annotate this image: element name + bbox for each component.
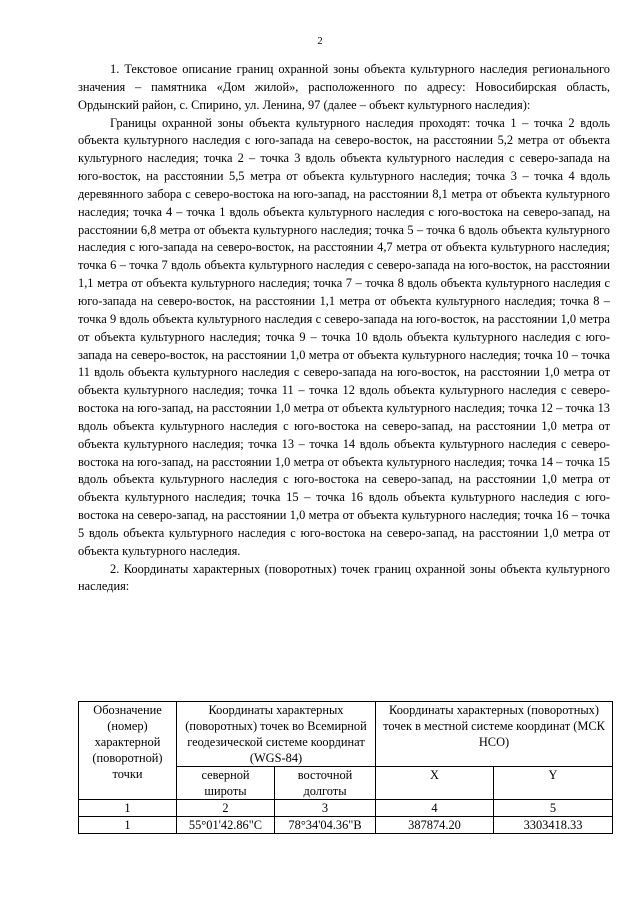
cell-point-number: 1 [79, 817, 177, 834]
column-number: 4 [376, 800, 494, 817]
paragraph-boundary-description-intro: 1. Текстовое описание границ охранной зоны объекта культурного наследия регионального значения – памятника «Дом жилой», расположенного по адресу: Новосибирская область, Ордынский район, с. Спирино, ул. Ленина, 97 (далее – объект культурного наследия): [78, 62, 610, 112]
coordinates-table-container [78, 701, 612, 834]
column-number: 1 [79, 800, 177, 817]
header-msk-group: Координаты характерных (поворотных) точек в местной системе координат (МСК НСО) [376, 702, 613, 767]
header-point-designation: Обозначение (номер) характерной (поворотной) точки [79, 702, 177, 800]
cell-longitude: 78°34'04.36"В [275, 817, 376, 834]
subheader-x: X [376, 767, 494, 800]
table-row [79, 817, 613, 834]
page-number: 2 [317, 36, 323, 47]
paragraph-boundary-points: Границы охранной зоны объекта культурного наследия проходят: точка 1 – точка 2 вдоль объекта культурного наследия с юго-запада на северо-восток, на расстоянии 5,2 метра от объекта культурного наследия; точка 2 – точка 3 вдоль объекта культурного наследия с северо-запада на юго-восток, на расстоянии 5,5 метра от объекта культурного наследия; точка 3 – точка 4 вдоль деревянного забора с северо-востока на юго-запад, на расстоянии 8,1 метра от объекта культурного наследия; точка 4 – точка 1 вдоль объекта культурного наследия с юго-востока на северо-запад, на расстоянии 6,8 метра от объекта культурного наследия; точка 5 – точка 6 вдоль объекта культурного наследия с юго-запада на северо-восток, на расстоянии 4,7 метра от объекта культурного наследия; точка 6 – точка 7 вдоль объекта культурного наследия с северо-запада на юго-восток, на расстоянии 1,1 метра от объекта культурного наследия; точка 7 – точка 8 вдоль объекта культурного наследия с юго-запада на северо-восток, на расстоянии 1,1 метра от объекта культурного наследия; точка 8 – точка 9 вдоль объекта культурного наследия с северо-запада на юго-восток, на расстоянии 1,0 метра от объекта культурного наследия; точка 9 – точка 10 вдоль объекта культурного наследия с юго-запада на северо-восток, на расстоянии 1,0 метра от объекта культурного наследия; точка 10 – точка 11 вдоль объекта культурного наследия с северо-запада на юго-восток, на расстоянии 1,0 метра от объекта культурного наследия; точка 11 – точка 12 вдоль объекта культурного наследия с северо-востока на юго-запад, на расстоянии 1,0 метра от объекта культурного наследия; точка 12 – точка 13 вдоль объекта культурного наследия с юго-востока на северо-запад, на расстоянии 1,0 метра от объекта культурного наследия; точка 13 – точка 14 вдоль объекта культурного наследия с северо-востока на юго-запад, на расстоянии 1,0 метра от объекта культурного наследия; точка 14 – точка 15 вдоль объекта культурного наследия с юго-востока на северо-запад, на расстоянии 1,0 метра от объекта культурного наследия; точка 15 – точка 16 вдоль объекта культурного наследия с юго-востока на северо-запад, на расстоянии 1,0 метра от объекта культурного наследия; точка 16 – точка 5 вдоль объекта культурного наследия с юго-востока на северо-запад, на расстоянии 1,0 метра от объекта культурного наследия. [78, 115, 610, 558]
column-number: 5 [494, 800, 613, 817]
cell-y: 3303418.33 [494, 817, 613, 834]
cell-latitude: 55°01'42.86"С [177, 817, 275, 834]
table-column-numbers-row [79, 800, 613, 817]
cell-x: 387874.20 [376, 817, 494, 834]
subheader-y: Y [494, 767, 613, 800]
document-body [78, 61, 610, 596]
table-header-row [79, 702, 613, 767]
column-number: 3 [275, 800, 376, 817]
coordinates-table [78, 701, 613, 834]
header-wgs84-group: Координаты характерных (поворотных) точек во Всемирной геодезической системе координат (WGS-84) [177, 702, 376, 767]
paragraph-coordinates-intro: 2. Координаты характерных (поворотных) точек границ охранной зоны объекта культурного наследия: [78, 561, 610, 594]
subheader-north-latitude: северной широты [177, 767, 275, 800]
column-number: 2 [177, 800, 275, 817]
subheader-east-longitude: восточной долготы [275, 767, 376, 800]
